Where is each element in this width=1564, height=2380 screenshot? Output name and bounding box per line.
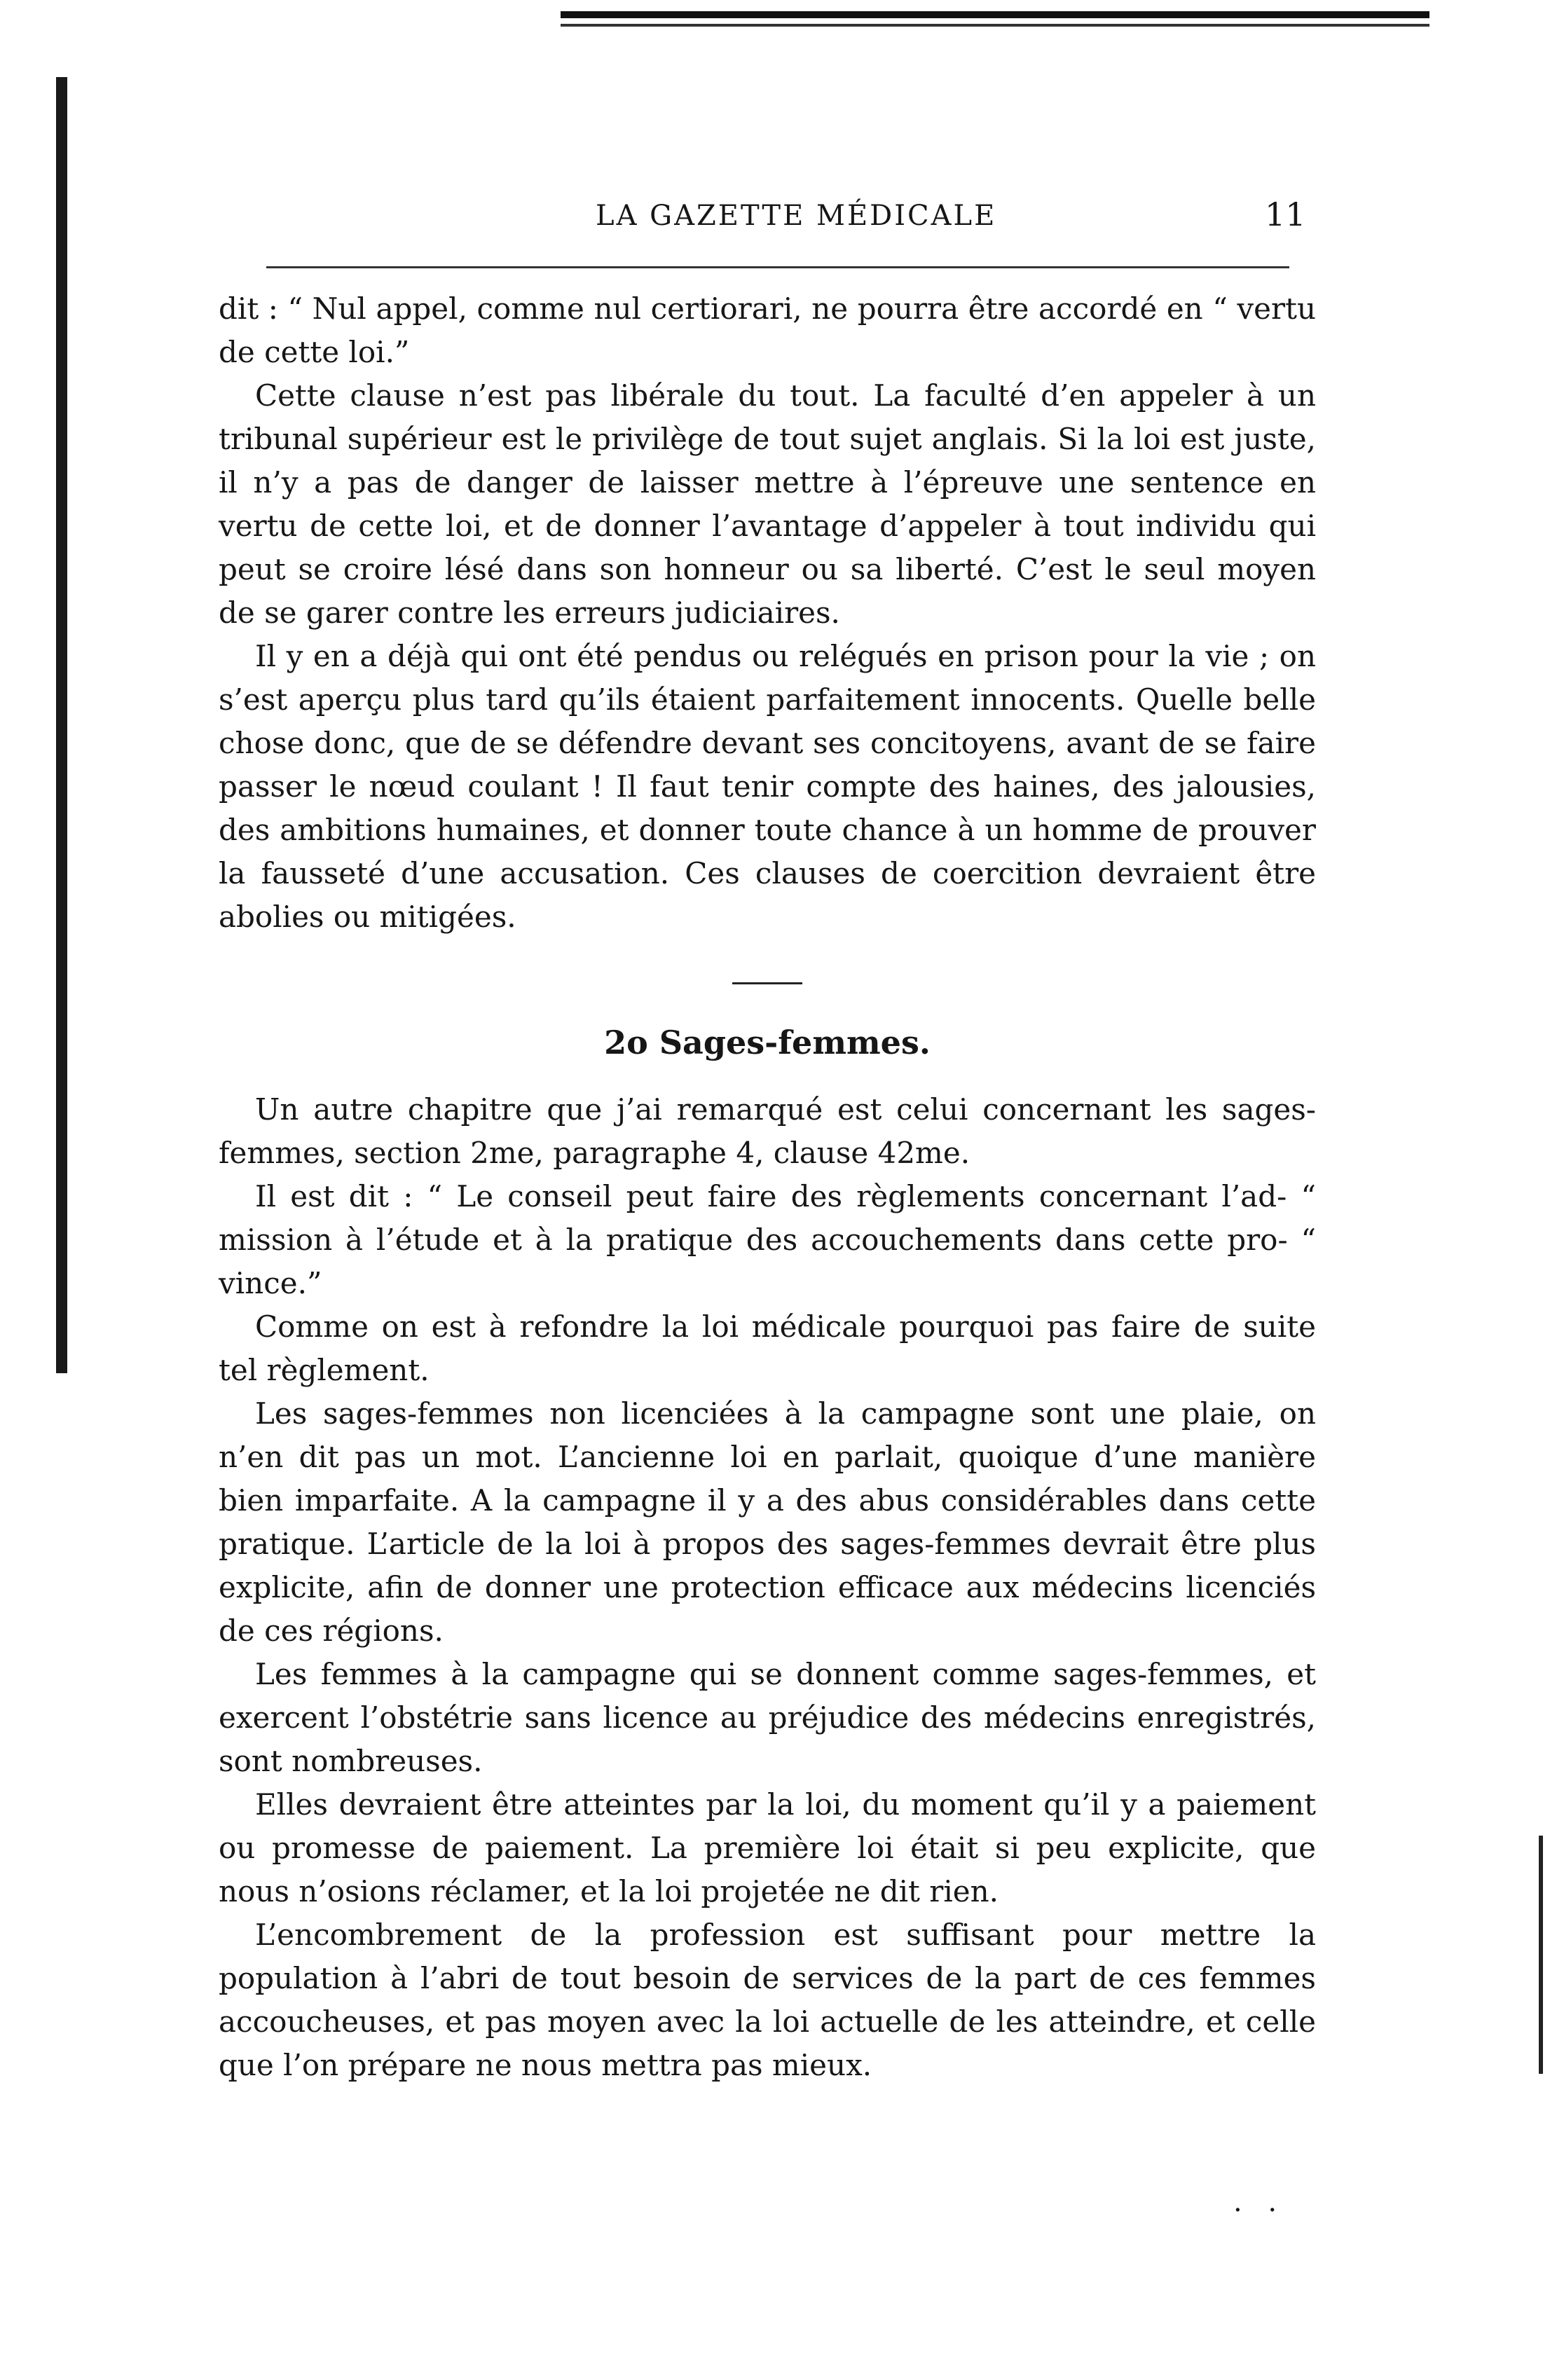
header-rule — [266, 266, 1289, 268]
binding-edge-shadow — [56, 77, 67, 1373]
page-number: 11 — [1265, 195, 1306, 233]
paragraph: Il y en a déjà qui ont été pendus ou relégués en prison pour la vie ; on s’est aperçu plus tard qu’ils étaient parfaitement innocents. Quelle belle chose donc, que de se défendre devant ses concitoyens, avant de se faire passer le nœud coulant ! Il faut tenir compte des haines, des jalousies, des ambitions humaines, et donner toute chance à un homme de prouver la fausseté d’une accusation. Ces clauses de coercition devraient être abolies ou mitigées. — [219, 639, 1316, 934]
top-scan-rule-thin — [561, 24, 1429, 27]
article-body — [219, 287, 1316, 2087]
paragraph: Elles devraient être atteintes par la loi, du moment qu’il y a paiement ou promesse de paiement. La première loi était si peu explicite, que nous n’osions réclamer, et la loi projetée ne dit rien. — [219, 1787, 1316, 1908]
section-separator — [732, 982, 802, 984]
paragraph: dit : “ Nul appel, comme nul certiorari, ne pourra être accordé en “ vertu de cette loi.” — [219, 291, 1316, 369]
running-header — [0, 195, 1564, 242]
paragraph: Il est dit : “ Le conseil peut faire des règlements concernant l’ad- “ mission à l’étude et à la pratique des accouchements dans cette pro- “ vince.” — [219, 1179, 1316, 1300]
section-heading: 2o Sages-femmes. — [604, 1024, 931, 1061]
paragraph: Les sages-femmes non licenciées à la campagne sont une plaie, on n’en dit pas un mot. L’ancienne loi en parlait, quoique d’une manière bien imparfaite. A la campagne il y a des abus considérables dans cette pratique. L’article de la loi à propos des sages-femmes devrait être plus explicite, afin de donner une protection efficace aux médecins licenciés de ces régions. — [219, 1396, 1316, 1648]
right-edge-mark — [1539, 1836, 1543, 2074]
journal-title: LA GAZETTE MÉDICALE — [596, 200, 997, 232]
trailing-marks: . . — [1233, 2186, 1286, 2218]
top-scan-rule — [561, 11, 1429, 18]
paragraph: Les femmes à la campagne qui se donnent comme sages-femmes, et exercent l’obstétrie sans licence au préjudice des médecins enregistrés, sont nombreuses. — [219, 1657, 1316, 1778]
paragraph: Cette clause n’est pas libérale du tout. La faculté d’en appeler à un tribunal supérieur est le privilège de tout sujet anglais. Si la loi est juste, il n’y a pas de danger de laisser mettre à l’épreuve une sentence en vertu de cette loi, et de donner l’avantage d’appeler à tout individu qui peut se croire lésé dans son honneur ou sa liberté. C’est le seul moyen de se garer contre les erreurs judiciaires. — [219, 378, 1316, 630]
paragraph: Comme on est à refondre la loi médicale pourquoi pas faire de suite tel règlement. — [219, 1309, 1316, 1387]
paragraph: L’encombrement de la profession est suffisant pour mettre la population à l’abri de tout besoin de services de la part de ces femmes accoucheuses, et pas moyen avec la loi actuelle de les atteindre, et celle que l’on prépare ne nous mettra pas mieux. — [219, 1918, 1316, 2082]
paragraph: Un autre chapitre que j’ai remarqué est celui concernant les sages-femmes, section 2me, paragraphe 4, clause 42me. — [219, 1092, 1316, 1170]
